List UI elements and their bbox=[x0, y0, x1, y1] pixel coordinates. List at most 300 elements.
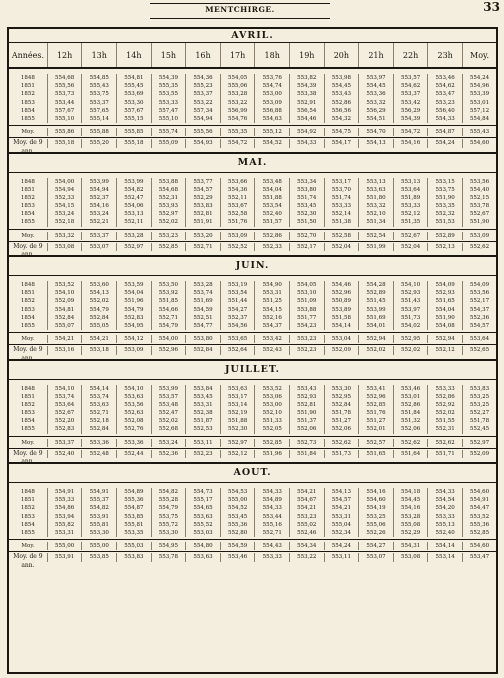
cell-value: 554,60 bbox=[358, 496, 393, 504]
cell-value: 552,43 bbox=[254, 346, 289, 354]
column-header-hour: 13h bbox=[81, 43, 116, 67]
cell-value: 552,16 bbox=[254, 314, 289, 322]
cell-value: 554,16 bbox=[81, 202, 116, 210]
cell-value: 552,06 bbox=[289, 425, 324, 433]
header-title: MENTCHIRGE. bbox=[205, 5, 275, 14]
cell-value: 552,64 bbox=[220, 346, 255, 354]
column-header-hour: 23h bbox=[427, 43, 462, 67]
cell-value: 555,15 bbox=[116, 115, 151, 123]
cell-value: 553,00 bbox=[254, 90, 289, 98]
cell-value: 552,36 bbox=[151, 450, 186, 458]
cell-moy: 554,57 bbox=[462, 322, 496, 330]
cell-value: 554,79 bbox=[151, 504, 186, 512]
cell-value: 555,06 bbox=[220, 82, 255, 90]
cell-moy: 554,09 bbox=[462, 281, 496, 289]
cell-value: 555,74 bbox=[151, 128, 186, 136]
table-row bbox=[9, 425, 496, 433]
cell-value: 553,65 bbox=[220, 335, 255, 343]
row-label: 1852 bbox=[20, 401, 35, 408]
table-row bbox=[9, 218, 496, 226]
cell-value: 552,84 bbox=[324, 401, 359, 409]
table-row bbox=[9, 137, 496, 155]
cell-value: 557,34 bbox=[185, 107, 220, 115]
cell-value: 554,85 bbox=[81, 74, 116, 82]
cell-value: 553,17 bbox=[324, 178, 359, 186]
cell-value: 553,64 bbox=[393, 186, 428, 194]
cell-value: 553,80 bbox=[289, 186, 324, 194]
cell-value: 554,24 bbox=[324, 542, 359, 550]
cell-value: 553,18 bbox=[81, 346, 116, 354]
cell-value: 553,74 bbox=[185, 289, 220, 297]
cell-value: 552,40 bbox=[254, 210, 289, 218]
cell-value: 553,16 bbox=[47, 346, 82, 354]
cell-value: 554,33 bbox=[254, 504, 289, 512]
cell-value: 551,27 bbox=[324, 417, 359, 425]
cell-value: 551,96 bbox=[116, 297, 151, 305]
cell-value: 553,01 bbox=[393, 393, 428, 401]
cell-value: 552,81 bbox=[185, 210, 220, 218]
cell-value: 553,13 bbox=[116, 210, 151, 218]
month-rows bbox=[9, 483, 496, 569]
cell-value: 555,36 bbox=[116, 496, 151, 504]
cell-value: 552,89 bbox=[427, 232, 462, 240]
cell-value: 553,10 bbox=[289, 289, 324, 297]
cell-value: 553,23 bbox=[427, 99, 462, 107]
cell-value: 552,89 bbox=[358, 289, 393, 297]
column-header-hour: 20h bbox=[324, 43, 359, 67]
cell-value: 552,52 bbox=[220, 243, 255, 251]
row-label: 1852 bbox=[20, 91, 35, 98]
cell-value: 555,37 bbox=[81, 496, 116, 504]
column-header-moy: Moy. bbox=[462, 43, 496, 67]
cell-value: 553,69 bbox=[116, 90, 151, 98]
cell-value: 551,90 bbox=[289, 409, 324, 417]
table-row bbox=[9, 107, 496, 115]
cell-value: 554,87 bbox=[427, 128, 462, 136]
cell-value: 551,43 bbox=[393, 297, 428, 305]
cell-value: 552,04 bbox=[324, 243, 359, 251]
cell-value: 552,12 bbox=[220, 450, 255, 458]
cell-value: 555,02 bbox=[289, 521, 324, 529]
cell-value: 554,89 bbox=[116, 488, 151, 496]
cell-value: 553,83 bbox=[185, 202, 220, 210]
cell-value: 554,80 bbox=[185, 542, 220, 550]
cell-value: 552,83 bbox=[47, 425, 82, 433]
cell-value: 555,08 bbox=[393, 521, 428, 529]
cell-moy: 552,27 bbox=[462, 409, 496, 417]
cell-value: 552,21 bbox=[81, 218, 116, 226]
row-label: 1855 bbox=[20, 529, 35, 536]
month-title: JUIN. bbox=[9, 257, 496, 276]
table-row bbox=[9, 385, 496, 393]
cell-value: 554,14 bbox=[427, 542, 462, 550]
cell-value: 555,81 bbox=[81, 521, 116, 529]
cell-value: 553,28 bbox=[116, 232, 151, 240]
cell-value: 554,90 bbox=[254, 281, 289, 289]
cell-value: 554,10 bbox=[47, 385, 82, 393]
cell-value: 552,31 bbox=[427, 425, 462, 433]
cell-value: 552,97 bbox=[116, 243, 151, 251]
cell-value: 551,90 bbox=[427, 194, 462, 202]
cell-value: 554,66 bbox=[151, 306, 186, 314]
row-label: 1848 bbox=[20, 178, 35, 185]
table-row bbox=[9, 186, 496, 194]
data-table-frame bbox=[7, 27, 498, 674]
cell-value: 554,79 bbox=[151, 322, 186, 330]
cell-value: 553,32 bbox=[47, 232, 82, 240]
cell-value: 552,33 bbox=[47, 194, 82, 202]
month-rows bbox=[9, 173, 496, 259]
cell-value: 555,82 bbox=[47, 521, 82, 529]
cell-value: 556,40 bbox=[427, 107, 462, 115]
cell-value: 552,38 bbox=[185, 409, 220, 417]
cell-value: 554,82 bbox=[116, 186, 151, 194]
row-label: 1855 bbox=[20, 115, 35, 122]
cell-value: 551,73 bbox=[393, 314, 428, 322]
row-label: Moy. bbox=[21, 543, 35, 550]
month-block bbox=[9, 154, 496, 258]
table-row bbox=[9, 125, 496, 136]
cell-value: 552,02 bbox=[151, 218, 186, 226]
row-label: Moy. bbox=[21, 439, 35, 446]
cell-value: 552,96 bbox=[151, 346, 186, 354]
cell-value: 553,45 bbox=[289, 202, 324, 210]
cell-value: 553,63 bbox=[116, 393, 151, 401]
cell-value: 554,74 bbox=[254, 82, 289, 90]
cell-value: 553,60 bbox=[81, 281, 116, 289]
cell-value: 552,94 bbox=[427, 335, 462, 343]
row-label: 1854 bbox=[20, 314, 35, 321]
cell-value: 553,14 bbox=[220, 401, 255, 409]
cell-value: 552,93 bbox=[427, 289, 462, 297]
cell-value: 551,88 bbox=[254, 194, 289, 202]
cell-value: 552,71 bbox=[254, 529, 289, 537]
cell-moy: 554,40 bbox=[462, 186, 496, 194]
month-rows bbox=[9, 69, 496, 155]
cell-moy: 554,96 bbox=[462, 82, 496, 90]
cell-value: 552,11 bbox=[220, 194, 255, 202]
cell-value: 552,08 bbox=[116, 417, 151, 425]
cell-value: 555,43 bbox=[81, 82, 116, 90]
cell-value: 551,80 bbox=[358, 194, 393, 202]
cell-value: 551,71 bbox=[427, 450, 462, 458]
cell-value: 554,14 bbox=[81, 385, 116, 393]
cell-value: 554,34 bbox=[289, 542, 324, 550]
cell-value: 554,00 bbox=[151, 335, 186, 343]
cell-value: 552,54 bbox=[358, 232, 393, 240]
cell-value: 554,31 bbox=[393, 542, 428, 550]
cell-value: 554,94 bbox=[47, 186, 82, 194]
cell-value: 554,62 bbox=[393, 82, 428, 90]
cell-moy: 552,65 bbox=[462, 346, 496, 354]
cell-moy: 552,97 bbox=[462, 439, 496, 447]
cell-value: 552,73 bbox=[289, 439, 324, 447]
cell-value: 553,85 bbox=[81, 553, 116, 561]
cell-value: 554,81 bbox=[47, 306, 82, 314]
cell-value: 551,34 bbox=[358, 218, 393, 226]
cell-value: 554,59 bbox=[185, 306, 220, 314]
cell-value: 554,95 bbox=[116, 322, 151, 330]
row-label: 1852 bbox=[20, 505, 35, 512]
cell-value: 555,18 bbox=[116, 139, 151, 147]
cell-value: 554,16 bbox=[358, 488, 393, 496]
cell-value: 552,67 bbox=[47, 409, 82, 417]
month-blocks bbox=[9, 69, 496, 569]
cell-value: 553,63 bbox=[81, 401, 116, 409]
cell-value: 554,77 bbox=[185, 322, 220, 330]
table-row bbox=[9, 314, 496, 322]
cell-value: 553,13 bbox=[358, 178, 393, 186]
column-header-hour: 15h bbox=[151, 43, 186, 67]
cell-moy: 554,60 bbox=[462, 139, 496, 147]
cell-value: 554,13 bbox=[324, 488, 359, 496]
cell-value: 552,86 bbox=[254, 232, 289, 240]
cell-moy: 553,52 bbox=[462, 513, 496, 521]
cell-value: 552,34 bbox=[324, 529, 359, 537]
cell-value: 553,09 bbox=[254, 99, 289, 107]
cell-value: 551,90 bbox=[427, 314, 462, 322]
cell-value: 555,09 bbox=[151, 139, 186, 147]
cell-value: 551,84 bbox=[393, 409, 428, 417]
cell-value: 554,79 bbox=[81, 306, 116, 314]
cell-value: 551,76 bbox=[220, 218, 255, 226]
table-row bbox=[9, 436, 496, 447]
cell-value: 552,51 bbox=[185, 314, 220, 322]
table-row bbox=[9, 115, 496, 123]
cell-value: 554,54 bbox=[427, 496, 462, 504]
cell-value: 553,11 bbox=[324, 553, 359, 561]
cell-value: 551,32 bbox=[393, 417, 428, 425]
cell-value: 554,43 bbox=[254, 542, 289, 550]
cell-value: 554,08 bbox=[427, 322, 462, 330]
month-title: AOUT. bbox=[9, 464, 496, 483]
cell-value: 555,18 bbox=[47, 139, 82, 147]
cell-value: 552,37 bbox=[220, 314, 255, 322]
table-row bbox=[9, 529, 496, 537]
row-label: 1848 bbox=[20, 282, 35, 288]
cell-value: 552,85 bbox=[151, 243, 186, 251]
cell-moy: 554,84 bbox=[462, 115, 496, 123]
cell-value: 554,76 bbox=[220, 115, 255, 123]
cell-value: 554,72 bbox=[220, 139, 255, 147]
cell-value: 552,94 bbox=[358, 335, 393, 343]
table-row bbox=[9, 178, 496, 186]
cell-value: 553,63 bbox=[185, 513, 220, 521]
table-row bbox=[9, 504, 496, 512]
cell-value: 554,23 bbox=[289, 322, 324, 330]
column-header-hour: 18h bbox=[254, 43, 289, 67]
cell-value: 555,05 bbox=[81, 322, 116, 330]
cell-value: 552,40 bbox=[427, 529, 462, 537]
cell-value: 552,83 bbox=[116, 314, 151, 322]
table-row bbox=[9, 241, 496, 259]
cell-value: 552,92 bbox=[427, 401, 462, 409]
row-label: 1852 bbox=[20, 298, 35, 305]
cell-value: 557,67 bbox=[47, 107, 82, 115]
cell-value: 553,97 bbox=[358, 74, 393, 82]
cell-value: 556,99 bbox=[220, 107, 255, 115]
cell-moy: 554,37 bbox=[462, 306, 496, 314]
cell-moy: 552,17 bbox=[462, 297, 496, 305]
cell-moy: 552,36 bbox=[462, 314, 496, 322]
cell-value: 552,09 bbox=[47, 297, 82, 305]
cell-moy: 553,83 bbox=[462, 385, 496, 393]
cell-value: 554,21 bbox=[81, 335, 116, 343]
table-row bbox=[9, 99, 496, 107]
cell-value: 553,55 bbox=[151, 90, 186, 98]
cell-value: 552,85 bbox=[254, 439, 289, 447]
cell-value: 554,18 bbox=[393, 488, 428, 496]
table-row bbox=[9, 401, 496, 409]
cell-value: 551,99 bbox=[358, 243, 393, 251]
cell-value: 553,23 bbox=[289, 335, 324, 343]
cell-value: 552,19 bbox=[220, 409, 255, 417]
cell-value: 553,74 bbox=[47, 393, 82, 401]
cell-moy: 553,56 bbox=[462, 289, 496, 297]
cell-value: 554,24 bbox=[427, 139, 462, 147]
cell-value: 553,52 bbox=[47, 281, 82, 289]
cell-value: 552,29 bbox=[185, 194, 220, 202]
cell-value: 555,04 bbox=[324, 521, 359, 529]
cell-value: 554,28 bbox=[358, 281, 393, 289]
cell-value: 552,96 bbox=[324, 289, 359, 297]
row-label: 1853 bbox=[20, 306, 35, 313]
cell-value: 552,33 bbox=[254, 243, 289, 251]
table-row bbox=[9, 539, 496, 550]
cell-moy: 554,47 bbox=[462, 504, 496, 512]
cell-value: 553,34 bbox=[289, 178, 324, 186]
cell-value: 553,24 bbox=[81, 210, 116, 218]
cell-moy: 553,09 bbox=[462, 232, 496, 240]
cell-value: 554,33 bbox=[254, 488, 289, 496]
table-row bbox=[9, 496, 496, 504]
cell-value: 553,30 bbox=[151, 529, 186, 537]
cell-value: 553,28 bbox=[185, 281, 220, 289]
row-label: Moy. de 9 ann. bbox=[13, 346, 43, 362]
cell-value: 555,45 bbox=[116, 82, 151, 90]
cell-value: 551,65 bbox=[427, 297, 462, 305]
cell-value: 552,84 bbox=[47, 314, 82, 322]
cell-value: 557,47 bbox=[151, 107, 186, 115]
cell-value: 552,47 bbox=[116, 194, 151, 202]
cell-moy: 552,15 bbox=[462, 194, 496, 202]
cell-value: 552,02 bbox=[358, 346, 393, 354]
cell-value: 553,08 bbox=[393, 553, 428, 561]
cell-value: 553,93 bbox=[151, 202, 186, 210]
cell-value: 551,78 bbox=[324, 409, 359, 417]
cell-value: 554,81 bbox=[116, 74, 151, 82]
row-label: 1853 bbox=[20, 513, 35, 520]
cell-value: 552,30 bbox=[220, 425, 255, 433]
cell-value: 554,37 bbox=[254, 322, 289, 330]
cell-value: 554,65 bbox=[185, 504, 220, 512]
cell-moy: 554,24 bbox=[462, 74, 496, 82]
cell-value: 553,22 bbox=[185, 99, 220, 107]
cell-value: 554,67 bbox=[289, 496, 324, 504]
header-ornament bbox=[150, 3, 330, 19]
cell-value: 553,43 bbox=[324, 90, 359, 98]
cell-value: 553,88 bbox=[151, 178, 186, 186]
cell-value: 555,72 bbox=[151, 521, 186, 529]
row-label: 1848 bbox=[20, 75, 35, 81]
cell-value: 553,35 bbox=[116, 529, 151, 537]
cell-value: 554,91 bbox=[81, 488, 116, 496]
cell-value: 553,36 bbox=[358, 90, 393, 98]
cell-moy: 553,78 bbox=[462, 202, 496, 210]
cell-value: 553,83 bbox=[116, 553, 151, 561]
cell-value: 554,20 bbox=[427, 504, 462, 512]
cell-value: 553,07 bbox=[358, 553, 393, 561]
cell-value: 553,15 bbox=[427, 178, 462, 186]
cell-value: 555,12 bbox=[254, 128, 289, 136]
column-header-hour: 22h bbox=[393, 43, 428, 67]
cell-value: 553,28 bbox=[393, 513, 428, 521]
cell-value: 554,87 bbox=[116, 504, 151, 512]
month-title: JUILLET. bbox=[9, 361, 496, 380]
cell-value: 553,41 bbox=[358, 385, 393, 393]
cell-value: 555,86 bbox=[47, 128, 82, 136]
cell-value: 551,25 bbox=[254, 297, 289, 305]
cell-value: 552,93 bbox=[289, 393, 324, 401]
cell-value: 552,95 bbox=[324, 393, 359, 401]
cell-value: 553,92 bbox=[151, 289, 186, 297]
table-row bbox=[9, 344, 496, 362]
cell-moy: 555,36 bbox=[462, 521, 496, 529]
cell-value: 552,84 bbox=[81, 425, 116, 433]
cell-moy: 552,09 bbox=[462, 450, 496, 458]
cell-value: 551,69 bbox=[358, 314, 393, 322]
cell-value: 554,94 bbox=[81, 186, 116, 194]
cell-value: 554,21 bbox=[47, 335, 82, 343]
column-header-row bbox=[9, 43, 496, 69]
cell-value: 554,06 bbox=[116, 202, 151, 210]
cell-value: 552,47 bbox=[151, 409, 186, 417]
cell-value: 554,16 bbox=[393, 504, 428, 512]
cell-value: 554,92 bbox=[289, 128, 324, 136]
cell-value: 551,37 bbox=[289, 417, 324, 425]
column-header-hour: 16h bbox=[185, 43, 220, 67]
cell-value: 555,28 bbox=[151, 496, 186, 504]
cell-moy: 553,25 bbox=[462, 401, 496, 409]
cell-value: 551,77 bbox=[289, 314, 324, 322]
cell-moy: 553,25 bbox=[462, 393, 496, 401]
table-row bbox=[9, 417, 496, 425]
cell-value: 552,11 bbox=[116, 218, 151, 226]
cell-value: 552,18 bbox=[47, 218, 82, 226]
table-row bbox=[9, 229, 496, 240]
cell-value: 552,29 bbox=[393, 529, 428, 537]
cell-value: 551,50 bbox=[289, 218, 324, 226]
cell-moy: 552,85 bbox=[462, 529, 496, 537]
cell-value: 553,11 bbox=[185, 439, 220, 447]
cell-value: 552,23 bbox=[185, 450, 220, 458]
cell-moy: 554,91 bbox=[462, 496, 496, 504]
cell-value: 554,46 bbox=[324, 281, 359, 289]
cell-value: 554,05 bbox=[220, 74, 255, 82]
cell-value: 551,65 bbox=[358, 450, 393, 458]
cell-value: 550,89 bbox=[324, 297, 359, 305]
cell-value: 554,19 bbox=[358, 504, 393, 512]
cell-moy: 552,62 bbox=[462, 243, 496, 251]
cell-moy: 554,60 bbox=[462, 488, 496, 496]
cell-value: 551,89 bbox=[393, 194, 428, 202]
cell-value: 555,33 bbox=[47, 496, 82, 504]
table-row bbox=[9, 82, 496, 90]
cell-value: 551,96 bbox=[254, 450, 289, 458]
row-label: 1851 bbox=[20, 186, 35, 193]
cell-value: 555,20 bbox=[81, 139, 116, 147]
cell-value: 552,20 bbox=[47, 417, 82, 425]
